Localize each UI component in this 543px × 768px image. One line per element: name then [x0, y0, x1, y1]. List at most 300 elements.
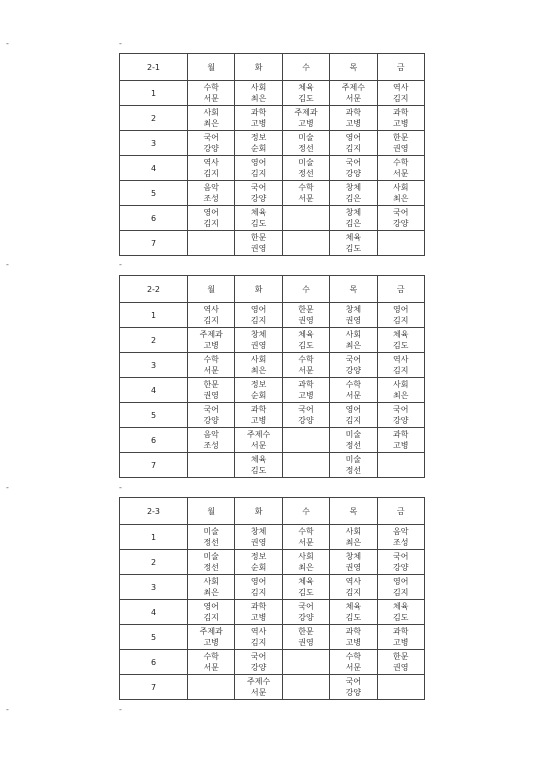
lesson-cell — [235, 428, 282, 453]
period-number: 3 — [120, 353, 188, 378]
teacher — [283, 440, 329, 451]
subject: 주제과 — [199, 330, 223, 339]
teacher: 강양 — [345, 688, 362, 697]
lesson-cell — [330, 550, 377, 575]
teacher: 정선 — [298, 144, 314, 153]
subject — [188, 676, 234, 687]
lesson-cell — [235, 181, 282, 206]
period-row — [120, 81, 425, 106]
subject: 수학 — [345, 380, 362, 389]
day-header: 월 — [188, 276, 235, 303]
subject: 국어 — [203, 133, 219, 142]
lesson-cell — [235, 675, 282, 700]
lesson-cell — [282, 403, 329, 428]
period-row — [120, 231, 425, 256]
teacher: 권영 — [393, 144, 409, 153]
teacher — [283, 687, 329, 698]
lesson-cell — [282, 156, 329, 181]
teacher: 서문 — [345, 94, 362, 103]
subject: 국어 — [393, 552, 409, 561]
class-name: 2-2 — [120, 276, 188, 303]
lesson-cell — [235, 625, 282, 650]
subject: 수학 — [298, 527, 314, 536]
subject: 주제과 — [294, 108, 318, 117]
lesson-cell — [188, 206, 235, 231]
subject: 수학 — [393, 158, 409, 167]
lesson-cell — [188, 231, 235, 256]
subject: 미술 — [298, 133, 314, 142]
teacher: 김도 — [345, 613, 362, 622]
period-number: 1 — [120, 525, 188, 550]
subject: 역사 — [393, 355, 409, 364]
subject: 수학 — [203, 83, 219, 92]
teacher: 정선 — [203, 538, 219, 547]
corner-mark: - — [119, 483, 122, 492]
subject: 체육 — [345, 233, 362, 242]
subject: 체육 — [298, 577, 314, 586]
subject: 한문 — [298, 627, 314, 636]
period-row — [120, 378, 425, 403]
teacher: 조성 — [203, 194, 219, 203]
lesson-cell — [235, 403, 282, 428]
lesson-cell — [377, 106, 424, 131]
teacher: 최은 — [250, 94, 267, 103]
teacher: 김도 — [393, 341, 409, 350]
lesson-cell — [282, 428, 329, 453]
lesson-cell — [282, 525, 329, 550]
teacher: 서문 — [345, 663, 362, 672]
teacher: 김지 — [250, 638, 267, 647]
teacher: 권영 — [250, 538, 267, 547]
subject: 창체 — [345, 208, 362, 217]
lesson-cell — [330, 328, 377, 353]
lesson-cell — [330, 650, 377, 675]
period-number: 5 — [120, 625, 188, 650]
teacher: 서문 — [203, 663, 219, 672]
teacher: 고병 — [203, 638, 219, 647]
class-name: 2-1 — [120, 54, 188, 81]
lesson-cell — [282, 550, 329, 575]
teacher: 김지 — [203, 169, 219, 178]
subject: 사회 — [250, 83, 267, 92]
period-number: 5 — [120, 181, 188, 206]
teacher: 서문 — [298, 538, 314, 547]
teacher: 순회 — [250, 144, 267, 153]
teacher: 김지 — [250, 169, 267, 178]
lesson-cell — [330, 353, 377, 378]
lesson-cell — [377, 378, 424, 403]
teacher: 김은 — [345, 219, 362, 228]
teacher — [283, 662, 329, 673]
subject: 영어 — [393, 577, 409, 586]
teacher: 고병 — [393, 441, 409, 450]
teacher: 고병 — [250, 613, 267, 622]
subject: 역사 — [393, 83, 409, 92]
lesson-cell — [188, 575, 235, 600]
class-name: 2-3 — [120, 498, 188, 525]
teacher: 김은 — [345, 194, 362, 203]
teacher: 강양 — [298, 416, 314, 425]
lesson-cell — [330, 403, 377, 428]
lesson-cell — [282, 231, 329, 256]
corner-mark: - — [6, 39, 9, 48]
teacher: 김지 — [203, 613, 219, 622]
teacher: 김도 — [393, 613, 409, 622]
day-header: 수 — [282, 276, 329, 303]
subject — [283, 429, 329, 440]
teacher: 서문 — [298, 366, 314, 375]
subject: 체육 — [250, 208, 267, 217]
period-number: 1 — [120, 81, 188, 106]
teacher: 서문 — [298, 194, 314, 203]
subject: 사회 — [393, 183, 409, 192]
period-number: 2 — [120, 328, 188, 353]
timetable-2-3 — [119, 497, 425, 700]
subject: 주제수 — [246, 430, 271, 439]
lesson-cell — [377, 403, 424, 428]
subject: 과학 — [250, 405, 267, 414]
teacher — [378, 243, 424, 254]
header-row — [120, 54, 425, 81]
lesson-cell — [330, 231, 377, 256]
subject: 영어 — [250, 305, 267, 314]
teacher: 권영 — [298, 638, 314, 647]
subject: 주제수 — [341, 83, 365, 92]
subject — [188, 232, 234, 243]
period-number: 4 — [120, 600, 188, 625]
lesson-cell — [282, 353, 329, 378]
subject: 사회 — [203, 577, 219, 586]
teacher: 강양 — [345, 169, 362, 178]
timetable-2-1 — [119, 53, 425, 256]
teacher: 권영 — [203, 391, 219, 400]
lesson-cell — [377, 428, 424, 453]
teacher: 김도 — [345, 244, 362, 253]
day-header: 목 — [330, 498, 377, 525]
period-row — [120, 428, 425, 453]
lesson-cell — [282, 181, 329, 206]
teacher: 강양 — [250, 663, 267, 672]
teacher: 김지 — [393, 94, 409, 103]
period-number: 7 — [120, 675, 188, 700]
lesson-cell — [188, 181, 235, 206]
lesson-cell — [377, 600, 424, 625]
period-row — [120, 403, 425, 428]
lesson-cell — [282, 625, 329, 650]
lesson-cell — [330, 206, 377, 231]
teacher: 김도 — [250, 219, 267, 228]
period-row — [120, 650, 425, 675]
day-header: 화 — [235, 276, 282, 303]
subject: 국어 — [203, 405, 219, 414]
period-number: 5 — [120, 403, 188, 428]
lesson-cell — [188, 156, 235, 181]
period-number: 6 — [120, 206, 188, 231]
lesson-cell — [188, 525, 235, 550]
lesson-cell — [235, 650, 282, 675]
period-number: 3 — [120, 575, 188, 600]
lesson-cell — [188, 428, 235, 453]
subject: 사회 — [345, 330, 362, 339]
subject: 정보 — [250, 552, 267, 561]
subject: 체육 — [345, 602, 362, 611]
lesson-cell — [330, 575, 377, 600]
lesson-cell — [282, 675, 329, 700]
lesson-cell — [377, 206, 424, 231]
lesson-cell — [282, 453, 329, 478]
day-header: 월 — [188, 498, 235, 525]
period-number: 6 — [120, 650, 188, 675]
lesson-cell — [330, 106, 377, 131]
subject: 과학 — [345, 627, 362, 636]
period-number: 4 — [120, 156, 188, 181]
lesson-cell — [282, 81, 329, 106]
subject: 국어 — [250, 183, 267, 192]
subject: 사회 — [203, 108, 219, 117]
teacher — [283, 218, 329, 229]
teacher: 정선 — [203, 563, 219, 572]
subject: 국어 — [298, 602, 314, 611]
period-row — [120, 625, 425, 650]
teacher: 김지 — [250, 316, 267, 325]
lesson-cell — [188, 81, 235, 106]
timetable-2-2 — [119, 275, 425, 478]
teacher: 김도 — [298, 94, 314, 103]
subject: 미술 — [298, 158, 314, 167]
teacher: 고병 — [250, 416, 267, 425]
lesson-cell — [377, 550, 424, 575]
lesson-cell — [188, 600, 235, 625]
lesson-cell — [282, 131, 329, 156]
teacher: 고병 — [250, 119, 267, 128]
teacher: 권영 — [250, 244, 267, 253]
teacher: 김지 — [393, 366, 409, 375]
subject: 과학 — [393, 627, 409, 636]
subject: 영어 — [345, 405, 362, 414]
teacher — [378, 687, 424, 698]
lesson-cell — [330, 81, 377, 106]
period-number: 2 — [120, 106, 188, 131]
subject: 수학 — [203, 652, 219, 661]
subject: 국어 — [345, 677, 362, 686]
day-header: 수 — [282, 54, 329, 81]
lesson-cell — [235, 353, 282, 378]
lesson-cell — [235, 81, 282, 106]
period-row — [120, 328, 425, 353]
lesson-cell — [330, 525, 377, 550]
subject: 정보 — [250, 380, 267, 389]
teacher: 최은 — [393, 194, 409, 203]
lesson-cell — [188, 650, 235, 675]
subject: 역사 — [345, 577, 362, 586]
period-row — [120, 675, 425, 700]
subject: 미술 — [203, 527, 219, 536]
lesson-cell — [235, 206, 282, 231]
teacher: 고병 — [345, 638, 362, 647]
teacher: 서문 — [393, 169, 409, 178]
subject: 국어 — [345, 158, 362, 167]
teacher: 김도 — [298, 588, 314, 597]
lesson-cell — [282, 600, 329, 625]
corner-mark: - — [119, 260, 122, 269]
subject — [188, 454, 234, 465]
subject: 수학 — [298, 183, 314, 192]
period-row — [120, 106, 425, 131]
teacher: 순회 — [250, 563, 267, 572]
subject: 체육 — [393, 602, 409, 611]
subject: 체육 — [298, 83, 314, 92]
teacher — [378, 465, 424, 476]
lesson-cell — [282, 575, 329, 600]
teacher: 김지 — [345, 416, 362, 425]
subject: 사회 — [250, 355, 267, 364]
lesson-cell — [330, 378, 377, 403]
subject: 수학 — [298, 355, 314, 364]
lesson-cell — [330, 675, 377, 700]
teacher: 권영 — [298, 316, 314, 325]
teacher: 조성 — [393, 538, 409, 547]
subject: 한문 — [250, 233, 267, 242]
day-header: 수 — [282, 498, 329, 525]
subject: 음악 — [203, 183, 219, 192]
subject: 국어 — [345, 355, 362, 364]
subject: 음악 — [203, 430, 219, 439]
period-row — [120, 181, 425, 206]
subject: 체육 — [393, 330, 409, 339]
teacher: 최은 — [250, 366, 267, 375]
teacher: 서문 — [345, 391, 362, 400]
lesson-cell — [377, 181, 424, 206]
lesson-cell — [377, 650, 424, 675]
subject: 한문 — [203, 380, 219, 389]
subject: 영어 — [203, 602, 219, 611]
lesson-cell — [235, 575, 282, 600]
teacher: 정선 — [298, 169, 314, 178]
period-row — [120, 206, 425, 231]
teacher: 권영 — [345, 563, 362, 572]
teacher: 김지 — [393, 316, 409, 325]
teacher: 강양 — [298, 613, 314, 622]
teacher: 고병 — [298, 119, 314, 128]
lesson-cell — [282, 303, 329, 328]
subject — [378, 676, 424, 687]
subject: 사회 — [298, 552, 314, 561]
teacher: 최은 — [345, 538, 362, 547]
period-row — [120, 600, 425, 625]
corner-mark: - — [6, 260, 9, 269]
subject — [283, 676, 329, 687]
period-row — [120, 303, 425, 328]
period-row — [120, 353, 425, 378]
lesson-cell — [188, 353, 235, 378]
subject: 국어 — [393, 208, 409, 217]
subject — [378, 232, 424, 243]
lesson-cell — [330, 181, 377, 206]
teacher: 고병 — [393, 119, 409, 128]
teacher: 서문 — [203, 94, 219, 103]
subject: 창체 — [345, 552, 362, 561]
teacher: 김도 — [250, 466, 267, 475]
subject: 역사 — [203, 305, 219, 314]
lesson-cell — [377, 353, 424, 378]
subject: 영어 — [203, 208, 219, 217]
teacher: 강양 — [250, 194, 267, 203]
lesson-cell — [282, 328, 329, 353]
lesson-cell — [282, 378, 329, 403]
period-number: 2 — [120, 550, 188, 575]
teacher: 강양 — [345, 366, 362, 375]
subject: 한문 — [393, 133, 409, 142]
teacher: 김도 — [298, 341, 314, 350]
teacher: 강양 — [393, 416, 409, 425]
lesson-cell — [235, 131, 282, 156]
lesson-cell — [377, 575, 424, 600]
corner-mark: - — [6, 705, 9, 714]
teacher — [188, 687, 234, 698]
subject: 수학 — [203, 355, 219, 364]
subject: 영어 — [250, 577, 267, 586]
teacher: 김지 — [250, 588, 267, 597]
subject: 미술 — [345, 455, 362, 464]
lesson-cell — [235, 550, 282, 575]
lesson-cell — [235, 453, 282, 478]
lesson-cell — [235, 600, 282, 625]
subject: 창체 — [250, 330, 267, 339]
teacher — [188, 465, 234, 476]
subject: 과학 — [393, 430, 409, 439]
teacher — [188, 243, 234, 254]
day-header: 금 — [377, 54, 424, 81]
lesson-cell — [377, 231, 424, 256]
subject: 정보 — [250, 133, 267, 142]
header-row — [120, 276, 425, 303]
lesson-cell — [377, 453, 424, 478]
subject: 과학 — [250, 602, 267, 611]
lesson-cell — [235, 106, 282, 131]
corner-mark: - — [119, 705, 122, 714]
period-number: 7 — [120, 231, 188, 256]
subject: 사회 — [345, 527, 362, 536]
subject: 영어 — [345, 133, 362, 142]
teacher: 고병 — [393, 638, 409, 647]
teacher — [283, 243, 329, 254]
subject: 창체 — [345, 183, 362, 192]
teacher: 김지 — [203, 316, 219, 325]
period-row — [120, 156, 425, 181]
teacher: 정선 — [345, 466, 362, 475]
day-header: 화 — [235, 54, 282, 81]
teacher: 고병 — [298, 391, 314, 400]
subject: 미술 — [203, 552, 219, 561]
corner-mark: - — [119, 39, 122, 48]
lesson-cell — [188, 303, 235, 328]
lesson-cell — [282, 206, 329, 231]
subject: 국어 — [393, 405, 409, 414]
subject — [283, 651, 329, 662]
teacher: 서문 — [250, 688, 267, 697]
teacher: 김지 — [393, 588, 409, 597]
lesson-cell — [330, 156, 377, 181]
subject: 주제과 — [199, 627, 223, 636]
lesson-cell — [377, 675, 424, 700]
subject: 사회 — [393, 380, 409, 389]
teacher: 최은 — [345, 341, 362, 350]
lesson-cell — [282, 106, 329, 131]
lesson-cell — [235, 156, 282, 181]
teacher: 강양 — [203, 144, 219, 153]
period-number: 7 — [120, 453, 188, 478]
subject: 한문 — [298, 305, 314, 314]
